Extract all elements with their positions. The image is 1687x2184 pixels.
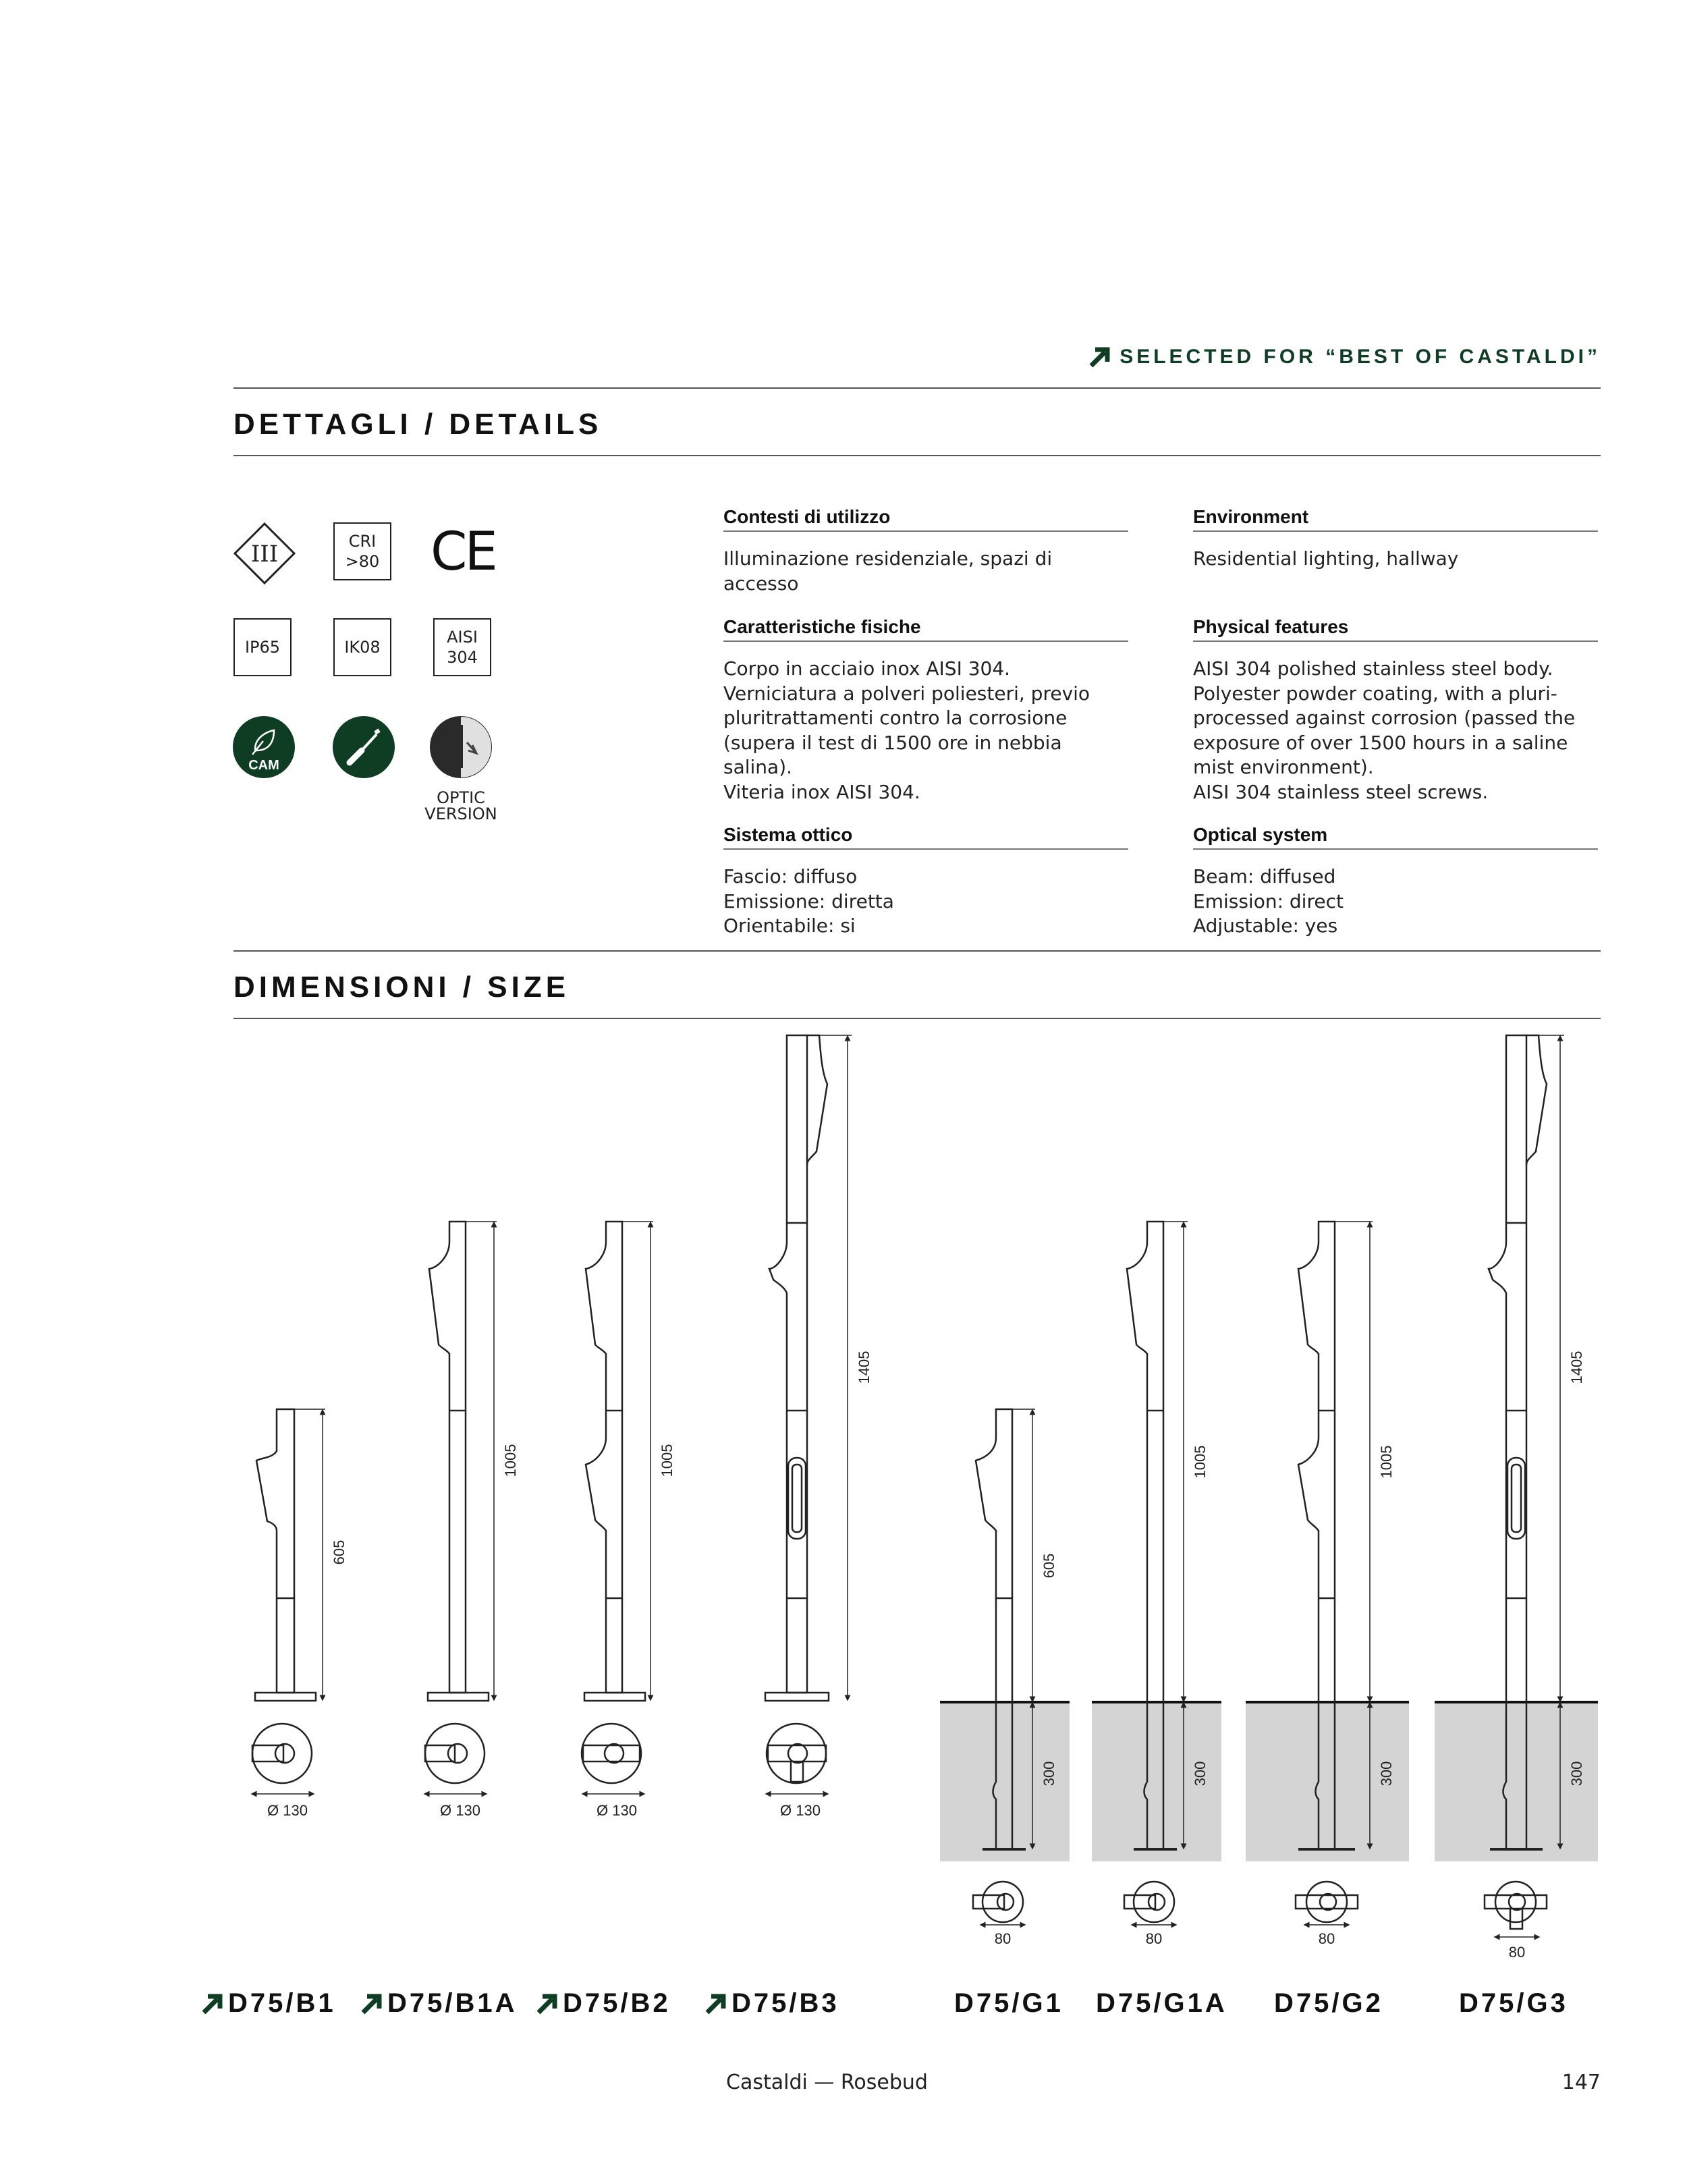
- dim-1005: 1005: [502, 1444, 519, 1477]
- svg-text:III: III: [250, 541, 279, 568]
- dim-base-80: 80: [1145, 1930, 1163, 1947]
- en-section-title: Physical features: [1193, 616, 1349, 637]
- model-label: D75/G3: [1459, 1988, 1568, 2018]
- dim-base-130: Ø 130: [780, 1802, 821, 1819]
- en-section-text: AISI 304 polished stainless steel body. Polyester powder coating, with a pluri- processed against corrosion (passed the exposure of over 1500 hours in a saline mist environment). AISI 304 stainless steel screws.: [1193, 657, 1576, 803]
- en-section-text: Residential lighting, hallway: [1193, 547, 1459, 570]
- ik08-badge: IK08: [333, 618, 391, 676]
- dim-base-80: 80: [994, 1930, 1012, 1947]
- dim-base-130: Ø 130: [597, 1802, 637, 1819]
- it-section-title: Sistema ottico: [723, 824, 853, 845]
- it-section-text: Corpo in acciaio inox AISI 304. Verniciatura a polveri poliesteri, previo pluritrattamenti contro la corrosione (supera il test di 1500 ore in nebbia salina). Viteria inox AISI 304.: [723, 657, 1090, 803]
- model-label: D75/G1: [954, 1988, 1063, 2018]
- dim-1405: 1405: [856, 1350, 873, 1384]
- dim-base-130: Ø 130: [267, 1802, 308, 1819]
- model-label: D75/B1A: [360, 1988, 518, 2019]
- model-label: D75/B1: [201, 1988, 336, 2019]
- it-section-title: Caratteristiche fisiche: [723, 616, 921, 637]
- dim-base-130: Ø 130: [440, 1802, 480, 1819]
- dim-1005: 1005: [659, 1444, 675, 1477]
- it-section-text: Illuminazione residenziale, spazi di accesso: [723, 547, 1053, 595]
- dim-300: 300: [1041, 1761, 1057, 1786]
- page-number: 147: [1561, 2071, 1601, 2094]
- drawing-b1a: [425, 1222, 497, 1794]
- size-title: DIMENSIONI / SIZE: [233, 971, 570, 1004]
- it-section-title: Contesti di utilizzo: [723, 506, 891, 527]
- dim-base-80: 80: [1508, 1944, 1526, 1961]
- arrow-up-right-icon: [201, 1992, 224, 2015]
- dim-300: 300: [1192, 1761, 1209, 1786]
- optic-version-label: OPTIC VERSION: [424, 788, 497, 823]
- svg-text:CE: CE: [431, 528, 495, 576]
- dim-base-80: 80: [1318, 1930, 1335, 1947]
- model-label: D75/G1A: [1096, 1988, 1227, 2018]
- dim-300: 300: [1378, 1761, 1395, 1786]
- it-section-text: Fascio: diffuso Emissione: diretta Orientabile: si: [723, 865, 894, 937]
- drawing-b2: [582, 1222, 653, 1794]
- dim-1405: 1405: [1568, 1350, 1585, 1384]
- arrow-up-right-icon: [536, 1992, 559, 2015]
- footer-brand: Castaldi — Rosebud: [726, 2071, 928, 2094]
- details-title: DETTAGLI / DETAILS: [233, 408, 603, 441]
- ip65-badge: IP65: [233, 618, 292, 676]
- svg-text:CAM: CAM: [248, 758, 279, 773]
- dim-300: 300: [1568, 1761, 1585, 1786]
- aisi-304-badge: AISI 304: [433, 618, 491, 676]
- arrow-up-right-icon: [360, 1992, 383, 2015]
- selected-text: SELECTED FOR “BEST OF CASTALDI”: [1119, 346, 1601, 368]
- arrow-up-right-icon: [704, 1992, 727, 2015]
- model-label: D75/B2: [536, 1988, 671, 2019]
- en-section-text: Beam: diffused Emission: direct Adjustable: yes: [1193, 865, 1344, 937]
- model-label: D75/G2: [1274, 1988, 1383, 2018]
- en-section-title: Optical system: [1193, 824, 1328, 845]
- ground-blocks: [940, 1702, 1598, 1861]
- dim-1005: 1005: [1378, 1445, 1395, 1479]
- en-section-title: Environment: [1193, 506, 1309, 527]
- cri-badge: CRI >80: [333, 522, 391, 580]
- dim-1005: 1005: [1192, 1445, 1209, 1479]
- dim-605: 605: [1041, 1553, 1057, 1579]
- dim-605: 605: [331, 1539, 348, 1565]
- drawing-b3: [765, 1035, 852, 1794]
- model-label: D75/B3: [704, 1988, 839, 2019]
- drawing-b1: [252, 1409, 325, 1794]
